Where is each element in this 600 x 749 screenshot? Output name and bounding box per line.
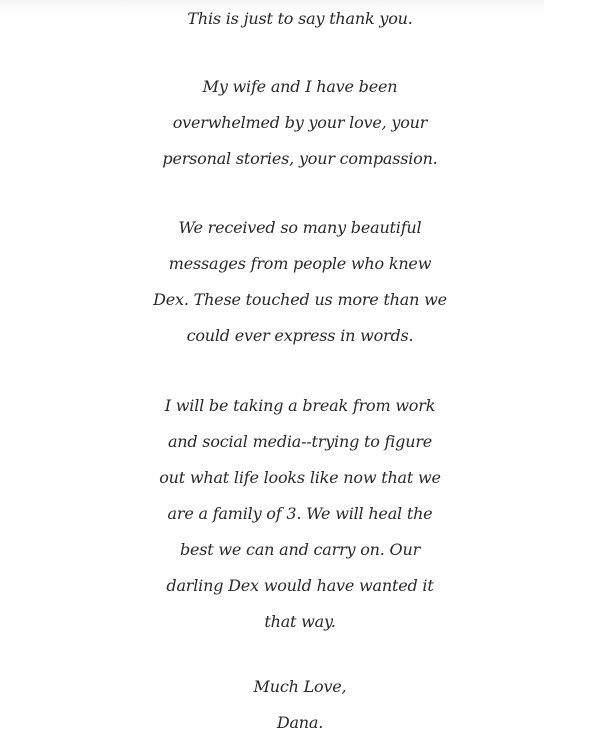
closing-line: Much Love,	[253, 677, 347, 696]
letter-line-6: messages from people who knew	[168, 254, 432, 273]
letter-line-9: I will be taking a break from work	[164, 396, 436, 415]
letter-line-1: This is just to say thank you.	[187, 9, 413, 28]
letter-line-4: personal stories, your compassion.	[162, 149, 438, 168]
signature-name: Dana.	[276, 713, 324, 732]
letter-line-15: that way.	[264, 612, 336, 631]
letter-line-5: We received so many beautiful	[178, 218, 422, 237]
letter-line-13: best we can and carry on. Our	[179, 540, 421, 559]
letter-line-10: and social media--trying to figure	[167, 432, 433, 451]
letter-line-11: out what life looks like now that we	[159, 468, 441, 487]
letter-line-12: are a family of 3. We will heal the	[167, 504, 433, 523]
letter-line-2: My wife and I have been	[202, 77, 398, 96]
letter-line-3: overwhelmed by your love, your	[172, 113, 428, 132]
letter-line-8: could ever express in words.	[186, 326, 414, 345]
letter-line-7: Dex. These touched us more than we	[153, 290, 447, 309]
letter-line-14: darling Dex would have wanted it	[166, 576, 434, 595]
